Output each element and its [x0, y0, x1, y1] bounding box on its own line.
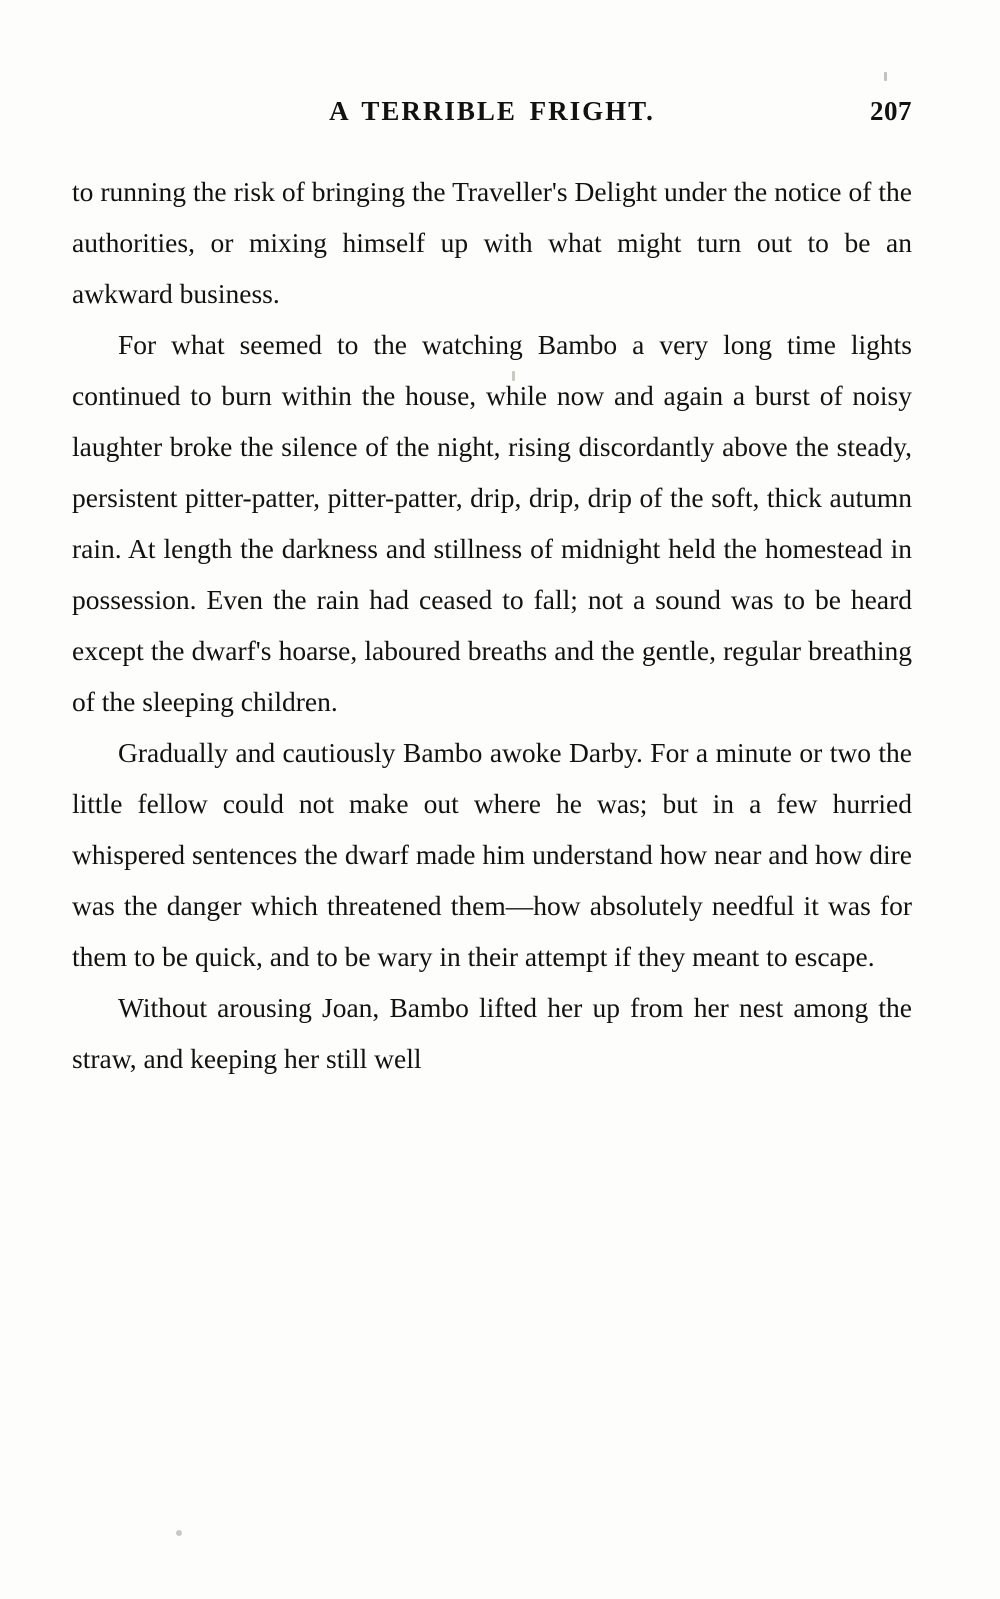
paragraph: to running the risk of bringing the Traveller's Delight under the notice of the authorities, or mixing himself up with what might turn out to be an awkward business. — [72, 176, 912, 309]
running-head — [72, 96, 912, 144]
paper-speck-bottom — [176, 1530, 182, 1536]
chapter-title: A TERRIBLE FRIGHT. — [329, 96, 655, 126]
paragraph: Without arousing Joan, Bambo lifted her up from her nest among the straw, and keeping her still well — [72, 992, 912, 1074]
page-content — [72, 96, 912, 1084]
paragraph: Gradually and cautiously Bambo awoke Darby. For a minute or two the little fellow could not make out where he was; but in a few hurried whispered sentences the dwarf made him understand how near and how dire was the danger which threatened them—how absolutely needful it was for them to be quick, and to be wary in their attempt if they meant to escape. — [72, 737, 912, 972]
body-text — [72, 166, 912, 1084]
paragraph: For what seemed to the watching Bambo a very long time lights continued to burn within the house, while now and again a burst of noisy laughter broke the silence of the night, rising discordantly above the steady, persistent pitter-patter, pitter-patter, drip, drip, drip of the soft, thick autumn rain. At length the darkness and stillness of midnight held the homestead in possession. Even the rain had ceased to fall; not a sound was to be heard except the dwarf's hoarse, laboured breaths and the gentle, regular breathing of the sleeping children. — [72, 329, 912, 717]
paper-speck-top — [884, 72, 887, 81]
page-number: 207 — [870, 96, 912, 126]
